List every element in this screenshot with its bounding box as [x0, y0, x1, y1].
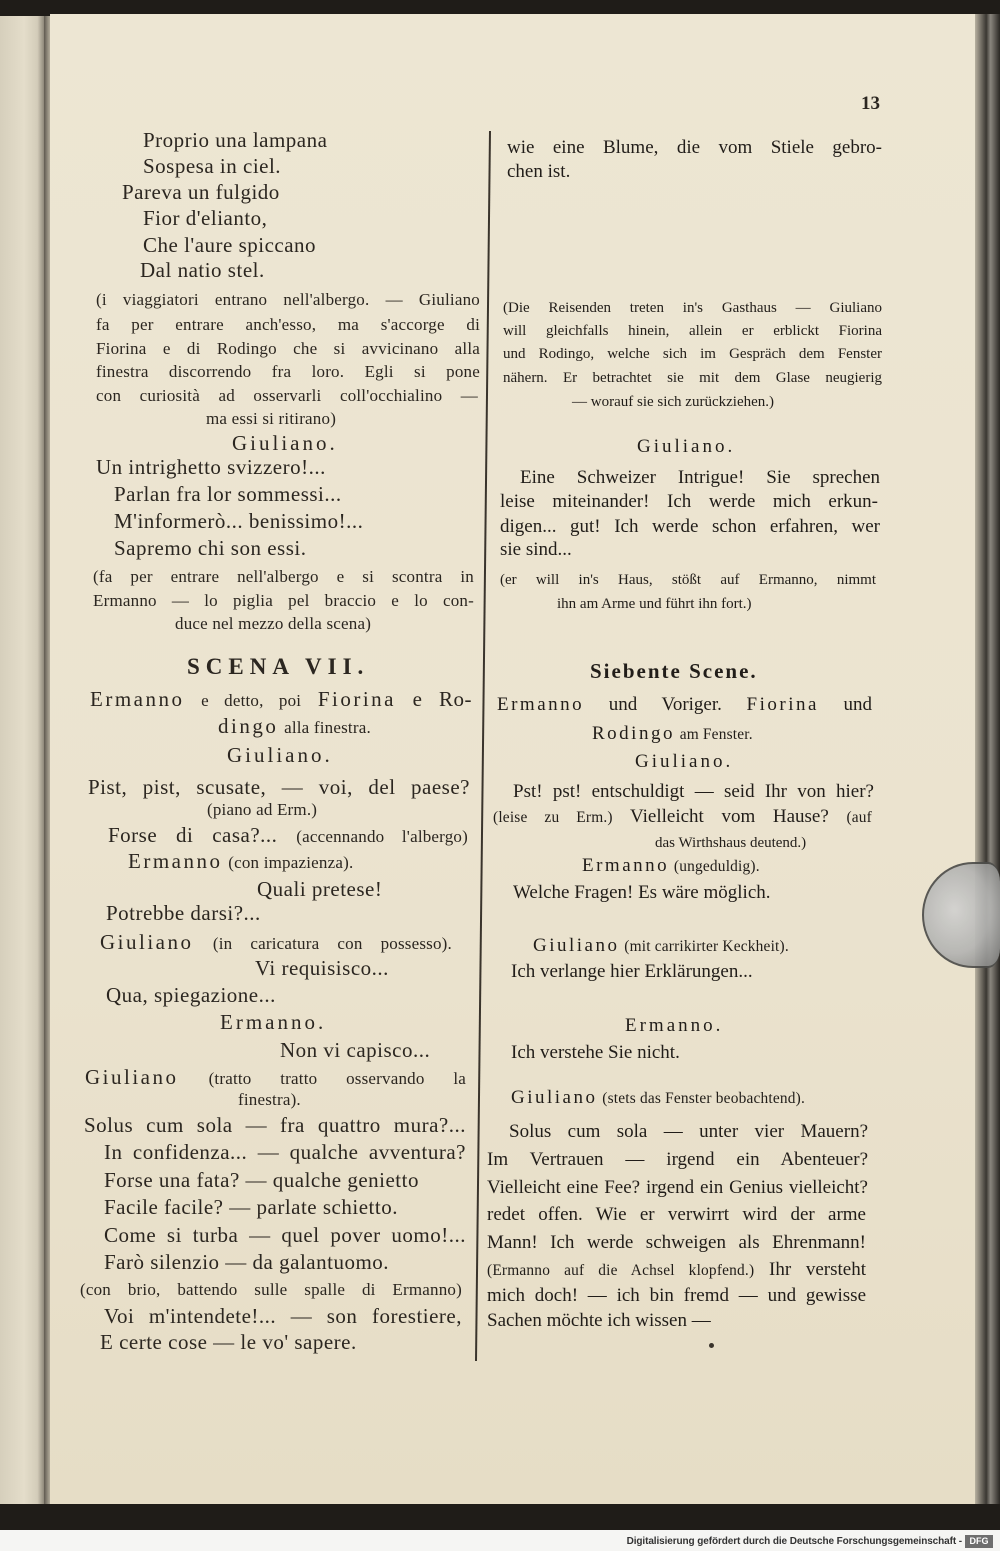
- italian-stage-direction: finestra).: [238, 1090, 301, 1109]
- german-text-line: Ich verlange hier Erklärungen...: [511, 961, 753, 982]
- german-text: und: [843, 694, 873, 715]
- italian-stage-direction: duce nel mezzo della scena): [175, 614, 372, 633]
- german-speaker-line: [582, 855, 760, 877]
- italian-verse-line: [108, 823, 468, 847]
- italian-scene-heading: SCENA VII.: [187, 654, 370, 679]
- german-speaker-line: [533, 935, 789, 957]
- italian-stage-direction: finestra discorrendo fra loro. Egli si pone: [96, 362, 480, 381]
- german-text: Ihr versteht: [769, 1259, 867, 1280]
- italian-verse-line: In confidenza... — qualche avventura?: [104, 1140, 466, 1164]
- german-text-line: mich doch! — ich bin fremd — und gewisse: [487, 1285, 866, 1306]
- italian-verse-line: Dal natio stel.: [140, 258, 265, 282]
- stage-direction-text: (in caricatura con possesso).: [212, 934, 452, 953]
- italian-speaker-line: [85, 1065, 466, 1089]
- german-text-line: Vielleicht eine Fee? irgend ein Genius vielleicht?: [487, 1177, 868, 1198]
- german-text-line: Im Vertrauen — irgend ein Abenteuer?: [487, 1149, 868, 1170]
- italian-verse-line: E certe cose — le vo' sapere.: [100, 1330, 357, 1354]
- italian-stage-direction: Fiorina e di Rodingo che si avvicinano alla: [96, 339, 480, 358]
- italian-verse-line: Sospesa in ciel.: [143, 154, 282, 178]
- speaker-name: Giuliano: [533, 935, 620, 956]
- dfg-logo: DFG: [965, 1535, 993, 1548]
- speaker-name: Ermanno: [90, 687, 185, 711]
- german-stage-direction: (er will in's Haus, stößt auf Ermanno, nimmt: [500, 572, 876, 588]
- italian-speaker-line: [100, 930, 452, 954]
- italian-verse-line: Non vi capisco...: [280, 1038, 431, 1062]
- italian-stage-direction: ma essi si ritirano): [206, 409, 337, 428]
- german-speaker-label: Ermanno.: [625, 1015, 724, 1036]
- stage-direction-text: (leise zu Erm.): [493, 809, 613, 826]
- german-text-line: Eine Schweizer Intrigue! Sie sprechen: [520, 467, 880, 488]
- stage-direction-text: (tratto tratto osservando la: [208, 1069, 467, 1088]
- italian-verse-line: Solus cum sola — fra quattro mura?...: [84, 1113, 466, 1137]
- german-scene-cast-line: [592, 723, 753, 745]
- german-stage-direction: — worauf sie sich zurückziehen.): [572, 394, 775, 410]
- german-stage-direction: ihn am Arme und führt ihn fort.): [557, 596, 752, 612]
- german-speaker-label: Giuliano.: [637, 436, 736, 457]
- italian-speaker-line: [128, 849, 353, 873]
- speaker-name: Ermanno: [128, 849, 223, 873]
- italian-speaker-label: Ermanno.: [220, 1010, 327, 1034]
- footer-credit: Digitalisierung gefördert durch die Deutsche Forschungsgemeinschaft -: [626, 1536, 962, 1547]
- german-text-line: sie sind...: [500, 539, 572, 560]
- italian-verse-line: Voi m'intendete!... — son forestiere,: [104, 1304, 462, 1328]
- stage-direction-text: alla finestra.: [284, 718, 371, 737]
- italian-stage-direction: (fa per entrare nell'albergo e si scontra in: [93, 567, 474, 586]
- italian-verse-line: Che l'aure spiccano: [143, 233, 317, 257]
- german-stage-direction: will gleichfalls hinein, allein er erblickt Fiorina: [503, 323, 882, 339]
- italian-verse-line: Un intrighetto svizzero!...: [96, 455, 326, 479]
- italian-verse-line: Fior d'elianto,: [143, 206, 268, 230]
- italian-scene-cast-line: [218, 714, 371, 738]
- german-text-line: Welche Fragen! Es wäre möglich.: [513, 882, 771, 903]
- italian-verse-line: Sapremo chi son essi.: [114, 536, 307, 560]
- german-text-line: redet offen. Wie er verwirrt wird der arme: [487, 1204, 866, 1225]
- stage-direction-text: (stets das Fenster beobachtend).: [602, 1090, 806, 1107]
- speaker-name: Ermanno: [582, 855, 670, 876]
- italian-verse-line: Parlan fra lor sommessi...: [114, 482, 342, 506]
- speaker-name: Ermanno: [497, 694, 585, 715]
- german-stage-direction: und Rodingo, welche sich im Gespräch dem Fenster: [503, 346, 882, 362]
- german-stage-direction: das Wirthshaus deutend.): [655, 835, 807, 851]
- page-number: 13: [861, 93, 880, 114]
- german-text-line: Sachen möchte ich wissen —: [487, 1310, 711, 1331]
- german-text-line: leise miteinander! Ich werde mich erkun-: [500, 491, 878, 512]
- stage-direction-text: e detto, poi: [201, 691, 302, 710]
- italian-stage-direction: (i viaggiatori entrano nell'albergo. — Giuliano: [96, 290, 480, 309]
- stage-direction-text: (con impazienza).: [228, 853, 354, 872]
- italian-verse-line: Proprio una lampana: [143, 128, 328, 152]
- german-text: Vielleicht vom Hause?: [630, 806, 829, 827]
- german-stage-direction: (Die Reisenden treten in's Gasthaus — Giuliano: [503, 300, 882, 316]
- italian-speaker-label: Giuliano.: [232, 431, 338, 455]
- german-text: und Voriger.: [608, 694, 722, 715]
- italian-verse-line: Quali pretese!: [257, 877, 383, 901]
- italian-stage-direction: (piano ad Erm.): [207, 800, 318, 819]
- stage-direction-text: (Ermanno auf die Achsel klopfend.): [487, 1262, 755, 1279]
- german-text-line: digen... gut! Ich werde schon erfahren, wer: [500, 516, 880, 537]
- italian-stage-direction: Ermanno — lo piglia pel braccio e lo con-: [93, 591, 474, 610]
- italian-verse-line: Come si turba — quel pover uomo!...: [104, 1223, 466, 1247]
- stage-direction-text: am Fenster.: [679, 726, 753, 743]
- italian-verse-line: M'informerò... benissimo!...: [114, 509, 364, 533]
- german-text-line: Pst! pst! entschuldigt — seid Ihr von hier?: [513, 781, 874, 802]
- speaker-name: Giuliano: [100, 930, 194, 954]
- german-text-line: Mann! Ich werde schweigen als Ehrenmann!: [487, 1232, 866, 1253]
- stage-direction-text: (ungeduldig).: [673, 858, 760, 875]
- german-text-line: Solus cum sola — unter vier Mauern?: [509, 1121, 868, 1142]
- german-stage-direction: nähern. Er betrachtet sie mit dem Glase neugierig: [503, 370, 882, 386]
- stage-direction-text: (mit carrikirter Keckheit).: [624, 938, 789, 955]
- german-scene-cast-line: [497, 694, 872, 716]
- italian-stage-direction: con curiosità ad osservarli coll'occhialino —: [96, 386, 478, 405]
- german-speaker-line: [511, 1087, 805, 1109]
- italian-verse-line: Forse una fata? — qualche genietto: [104, 1168, 419, 1192]
- italian-verse-line: Pareva un fulgido: [122, 180, 280, 204]
- speaker-name: Fiorina: [746, 694, 819, 715]
- speaker-name: Fiorina: [317, 687, 396, 711]
- previous-page-edge: [0, 16, 44, 1504]
- italian-verse-line: Pist, pist, scusate, — voi, del paese?: [88, 775, 470, 799]
- italian-verse-line: Vi requisisco...: [255, 956, 389, 980]
- speaker-name: Giuliano: [511, 1087, 598, 1108]
- italian-verse-line: Potrebbe darsi?...: [106, 901, 261, 925]
- verse-text: Forse di casa?...: [108, 823, 278, 847]
- stage-direction-text: (accennando l'albergo): [296, 827, 468, 846]
- german-text-line: wie eine Blume, die vom Stiele gebro-: [507, 137, 882, 158]
- verse-text: e Ro-: [412, 687, 473, 711]
- italian-stage-direction: (con brio, battendo sulle spalle di Ermanno): [80, 1280, 462, 1299]
- italian-verse-line: Facile facile? — parlate schietto.: [104, 1195, 398, 1219]
- italian-scene-cast-line: [90, 687, 472, 711]
- italian-verse-line: Qua, spiegazione...: [106, 983, 276, 1007]
- german-text-line: chen ist.: [507, 161, 571, 182]
- german-speaker-label: Giuliano.: [635, 751, 734, 772]
- speaker-name: Giuliano: [85, 1065, 179, 1089]
- german-text-line: [493, 806, 872, 828]
- german-text-line: Ich verstehe Sie nicht.: [511, 1042, 680, 1063]
- ink-dot: [709, 1343, 714, 1348]
- italian-verse-line: Farò silenzio — da galantuomo.: [104, 1250, 390, 1274]
- page-stack-edge: [975, 14, 1000, 1504]
- speaker-name: dingo: [218, 714, 279, 738]
- italian-stage-direction: fa per entrare anch'esso, ma s'accorge di: [96, 315, 480, 334]
- italian-speaker-label: Giuliano.: [227, 743, 333, 767]
- german-scene-heading: Siebente Scene.: [590, 659, 758, 683]
- german-text-line: [487, 1259, 866, 1281]
- stage-direction-text: (auf: [846, 809, 873, 826]
- speaker-name: Rodingo: [592, 723, 675, 744]
